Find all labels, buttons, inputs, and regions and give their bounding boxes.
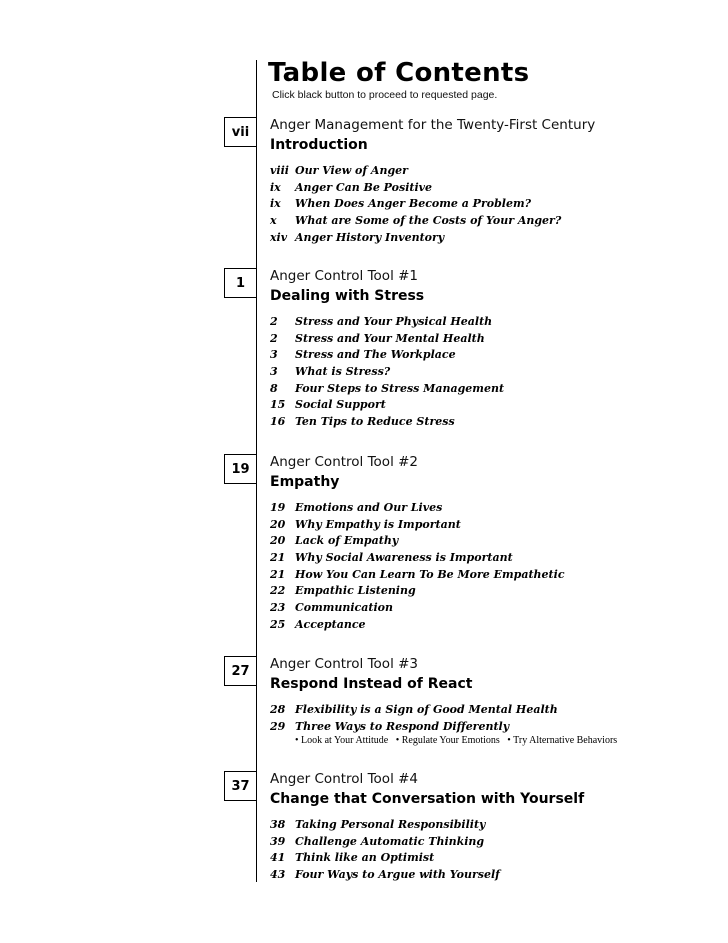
section-title: Respond Instead of React: [270, 676, 473, 692]
toc-entry[interactable]: ix When Does Anger Become a Problem?: [270, 197, 532, 211]
toc-entry[interactable]: x What are Some of the Costs of Your Anger?: [270, 214, 562, 228]
toc-entry[interactable]: 19 Emotions and Our Lives: [270, 501, 443, 514]
sub-item: • Look at Your Attitude: [295, 735, 389, 746]
toc-entry[interactable]: 20 Why Empathy is Important: [270, 517, 461, 531]
sub-item: • Regulate Your Emotions: [395, 735, 500, 746]
toc-entry[interactable]: 43 Four Ways to Argue with Yourself: [270, 868, 500, 882]
toc-entry[interactable]: 28 Flexibility is a Sign of Good Mental Health: [270, 703, 558, 716]
page-button-19[interactable]: 19: [224, 454, 257, 484]
section-title: Introduction: [270, 137, 368, 153]
toc-entry[interactable]: 25 Acceptance: [270, 617, 366, 631]
entry-list: [270, 314, 504, 431]
sub-item-list: [295, 735, 622, 746]
sub-item: • Try Alternative Behaviors: [507, 735, 618, 746]
section-title: Dealing with Stress: [270, 288, 425, 304]
page-subtitle: Click black button to proceed to requested page.: [272, 89, 498, 101]
toc-entry[interactable]: 15 Social Support: [270, 398, 386, 412]
page-button-37[interactable]: 37: [224, 771, 257, 801]
toc-entry[interactable]: 3 Stress and The Workplace: [270, 348, 456, 362]
section-tool-label: Anger Management for the Twenty-First Century: [270, 117, 596, 133]
section-title: Empathy: [270, 474, 340, 490]
toc-entry[interactable]: 39 Challenge Automatic Thinking: [270, 834, 485, 848]
page-button-27[interactable]: 27: [224, 656, 257, 686]
entry-list: [270, 817, 500, 884]
entry-list: [270, 163, 561, 246]
toc-entry[interactable]: 21 Why Social Awareness is Important: [270, 551, 513, 565]
page-button-1[interactable]: 1: [224, 268, 257, 298]
toc-entry[interactable]: 41 Think like an Optimist: [270, 851, 435, 865]
toc-entry[interactable]: 2 Stress and Your Mental Health: [270, 331, 485, 345]
section-title: Change that Conversation with Yourself: [270, 791, 585, 807]
section-tool-label: Anger Control Tool #4: [270, 771, 419, 787]
toc-entry[interactable]: 23 Communication: [270, 601, 393, 615]
toc-entry[interactable]: viii Our View of Anger: [270, 164, 408, 177]
toc-entry[interactable]: 2 Stress and Your Physical Health: [270, 315, 493, 328]
toc-entry[interactable]: 21 How You Can Learn To Be More Empathetic: [270, 567, 565, 581]
toc-entry[interactable]: 8 Four Steps to Stress Management: [270, 381, 505, 395]
toc-entry[interactable]: 3 What is Stress?: [270, 365, 391, 379]
toc-entry[interactable]: 22 Empathic Listening: [270, 584, 416, 598]
section-tool-label: Anger Control Tool #3: [270, 656, 419, 672]
page-button-vii[interactable]: vii: [224, 117, 257, 147]
toc-entry[interactable]: ix Anger Can Be Positive: [270, 180, 433, 194]
toc-entry[interactable]: 29 Three Ways to Respond Differently: [270, 719, 510, 733]
entry-list: [270, 500, 565, 634]
toc-entry[interactable]: xiv Anger History Inventory: [270, 230, 445, 244]
toc-entry[interactable]: 38 Taking Personal Responsibility: [270, 818, 486, 831]
section-tool-label: Anger Control Tool #1: [270, 268, 419, 284]
section-tool-label: Anger Control Tool #2: [270, 454, 419, 470]
toc-entry[interactable]: 16 Ten Tips to Reduce Stress: [270, 415, 455, 429]
toc-entry[interactable]: 20 Lack of Empathy: [270, 534, 399, 548]
page-title: Table of Contents: [268, 58, 530, 88]
entry-list: [270, 702, 558, 735]
